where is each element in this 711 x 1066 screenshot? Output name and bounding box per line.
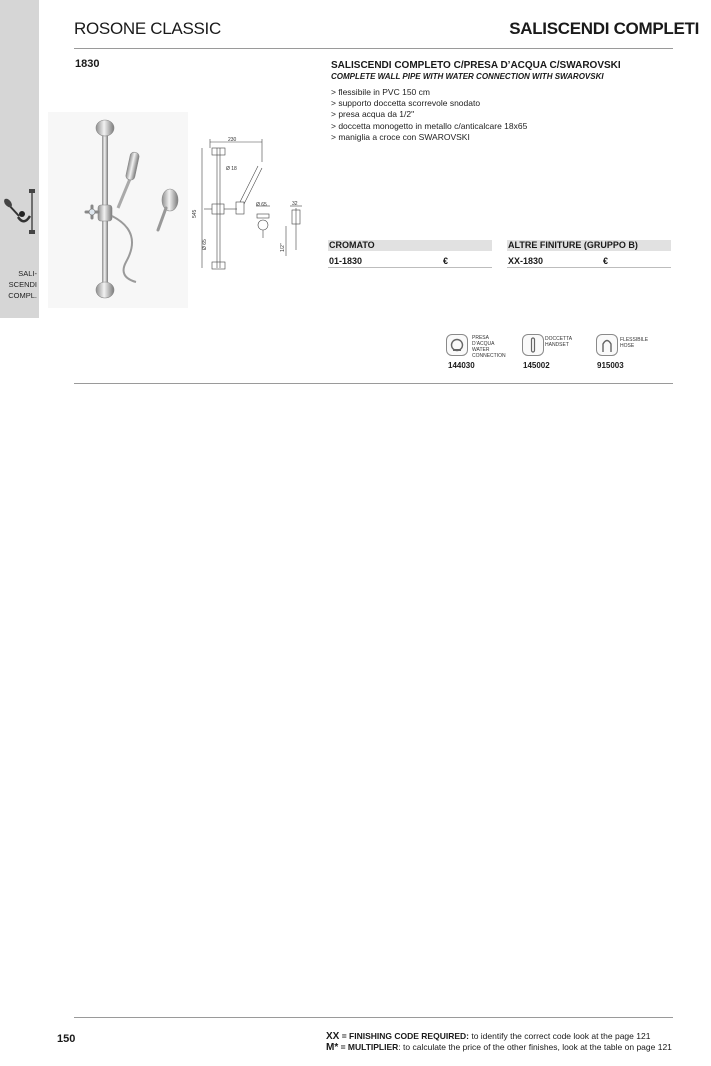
price-row-divider: [507, 267, 671, 268]
accessory-label: WATER: [472, 347, 490, 353]
price-code-other: XX-1830: [508, 256, 544, 266]
accessory-water-connection: [446, 334, 506, 370]
accessory-code: 144030: [448, 361, 475, 370]
accessory-label: PRESA D’ACQUA: [472, 335, 495, 347]
section-title: SALISCENDI COMPLETI: [509, 19, 699, 38]
accessory-label: HANDSET: [545, 342, 569, 348]
page-number: 150: [57, 1033, 76, 1045]
footer-divider: [74, 1017, 673, 1018]
dimension-label: 545: [192, 209, 198, 218]
feature-item: > doccetta monogetto in metallo c/anticalcare 18x65: [331, 120, 528, 131]
dimension-label: 32: [292, 201, 298, 207]
feature-item: > supporto doccetta scorrevole snodato: [331, 98, 481, 109]
product-photo: [48, 112, 188, 308]
footer-note-finishing-code: [326, 1031, 650, 1042]
collection-title: ROSONE CLASSIC: [74, 19, 221, 38]
price-header-other-finishes: ALTRE FINITURE (GRUPPO B): [507, 240, 671, 251]
accessory-code: 915003: [597, 361, 624, 370]
price-header-chrome: CROMATO: [328, 240, 492, 251]
product-title-italian: SALISCENDI COMPLETO C/PRESA D’ACQUA C/SWAROVSKI: [331, 60, 621, 71]
dimension-label: Ø 65: [256, 202, 267, 208]
price-currency-other: €: [603, 256, 609, 266]
header-divider: [74, 48, 673, 49]
accessory-handset: [522, 334, 573, 370]
footer-note-multiplier: [326, 1042, 672, 1053]
accessory-label: DOCCETTA: [545, 336, 573, 342]
footer-text: to identify the correct code look at the page 121: [468, 1031, 651, 1041]
footer-text: : to calculate the price of the other finishes, look at the table on page 121: [398, 1042, 672, 1052]
accessory-label: HOSE: [620, 343, 635, 349]
product-code: 1830: [75, 58, 100, 70]
price-code-chrome: 01-1830: [329, 256, 363, 266]
handset-icon: [522, 334, 544, 356]
side-tab-label: [0, 268, 37, 301]
side-tab-thumbnail-icon: [2, 186, 38, 242]
side-tab-label-line: COMPL.: [8, 291, 37, 300]
dimension-label: Ø 18: [226, 166, 237, 172]
feature-item: > maniglia a croce con SWAROVSKI: [331, 131, 470, 142]
dimension-label: 230: [228, 137, 237, 143]
footer-label: = MULTIPLIER: [338, 1042, 399, 1052]
water-connection-icon: [446, 334, 468, 356]
footer-label: = FINISHING CODE REQUIRED:: [339, 1031, 469, 1041]
side-tab-label-line: SALI-: [18, 269, 37, 278]
accessory-label: CONNECTION: [472, 353, 506, 359]
price-row-divider: [328, 267, 492, 268]
accessory-hose: [596, 334, 649, 370]
hose-icon: [596, 334, 618, 356]
accessory-code: 145002: [523, 361, 550, 370]
technical-drawing: [192, 134, 322, 274]
product-title-english: COMPLETE WALL PIPE WITH WATER CONNECTION WITH SWAROVSKI: [331, 72, 604, 81]
dimension-label: Ø 65: [202, 239, 208, 250]
price-currency-chrome: €: [443, 256, 449, 266]
feature-list: [331, 87, 527, 143]
feature-item: > flessibile in PVC 150 cm: [331, 87, 430, 97]
dimension-label: 1/2": [280, 243, 286, 252]
footer-key: M*: [326, 1042, 339, 1053]
accessory-label: FLESSIBILE: [620, 337, 649, 343]
section-divider: [74, 383, 673, 384]
side-tab-label-line: SCENDI: [8, 280, 37, 289]
footer-key: XX: [326, 1031, 340, 1042]
feature-item: > presa acqua da 1/2": [331, 109, 415, 120]
